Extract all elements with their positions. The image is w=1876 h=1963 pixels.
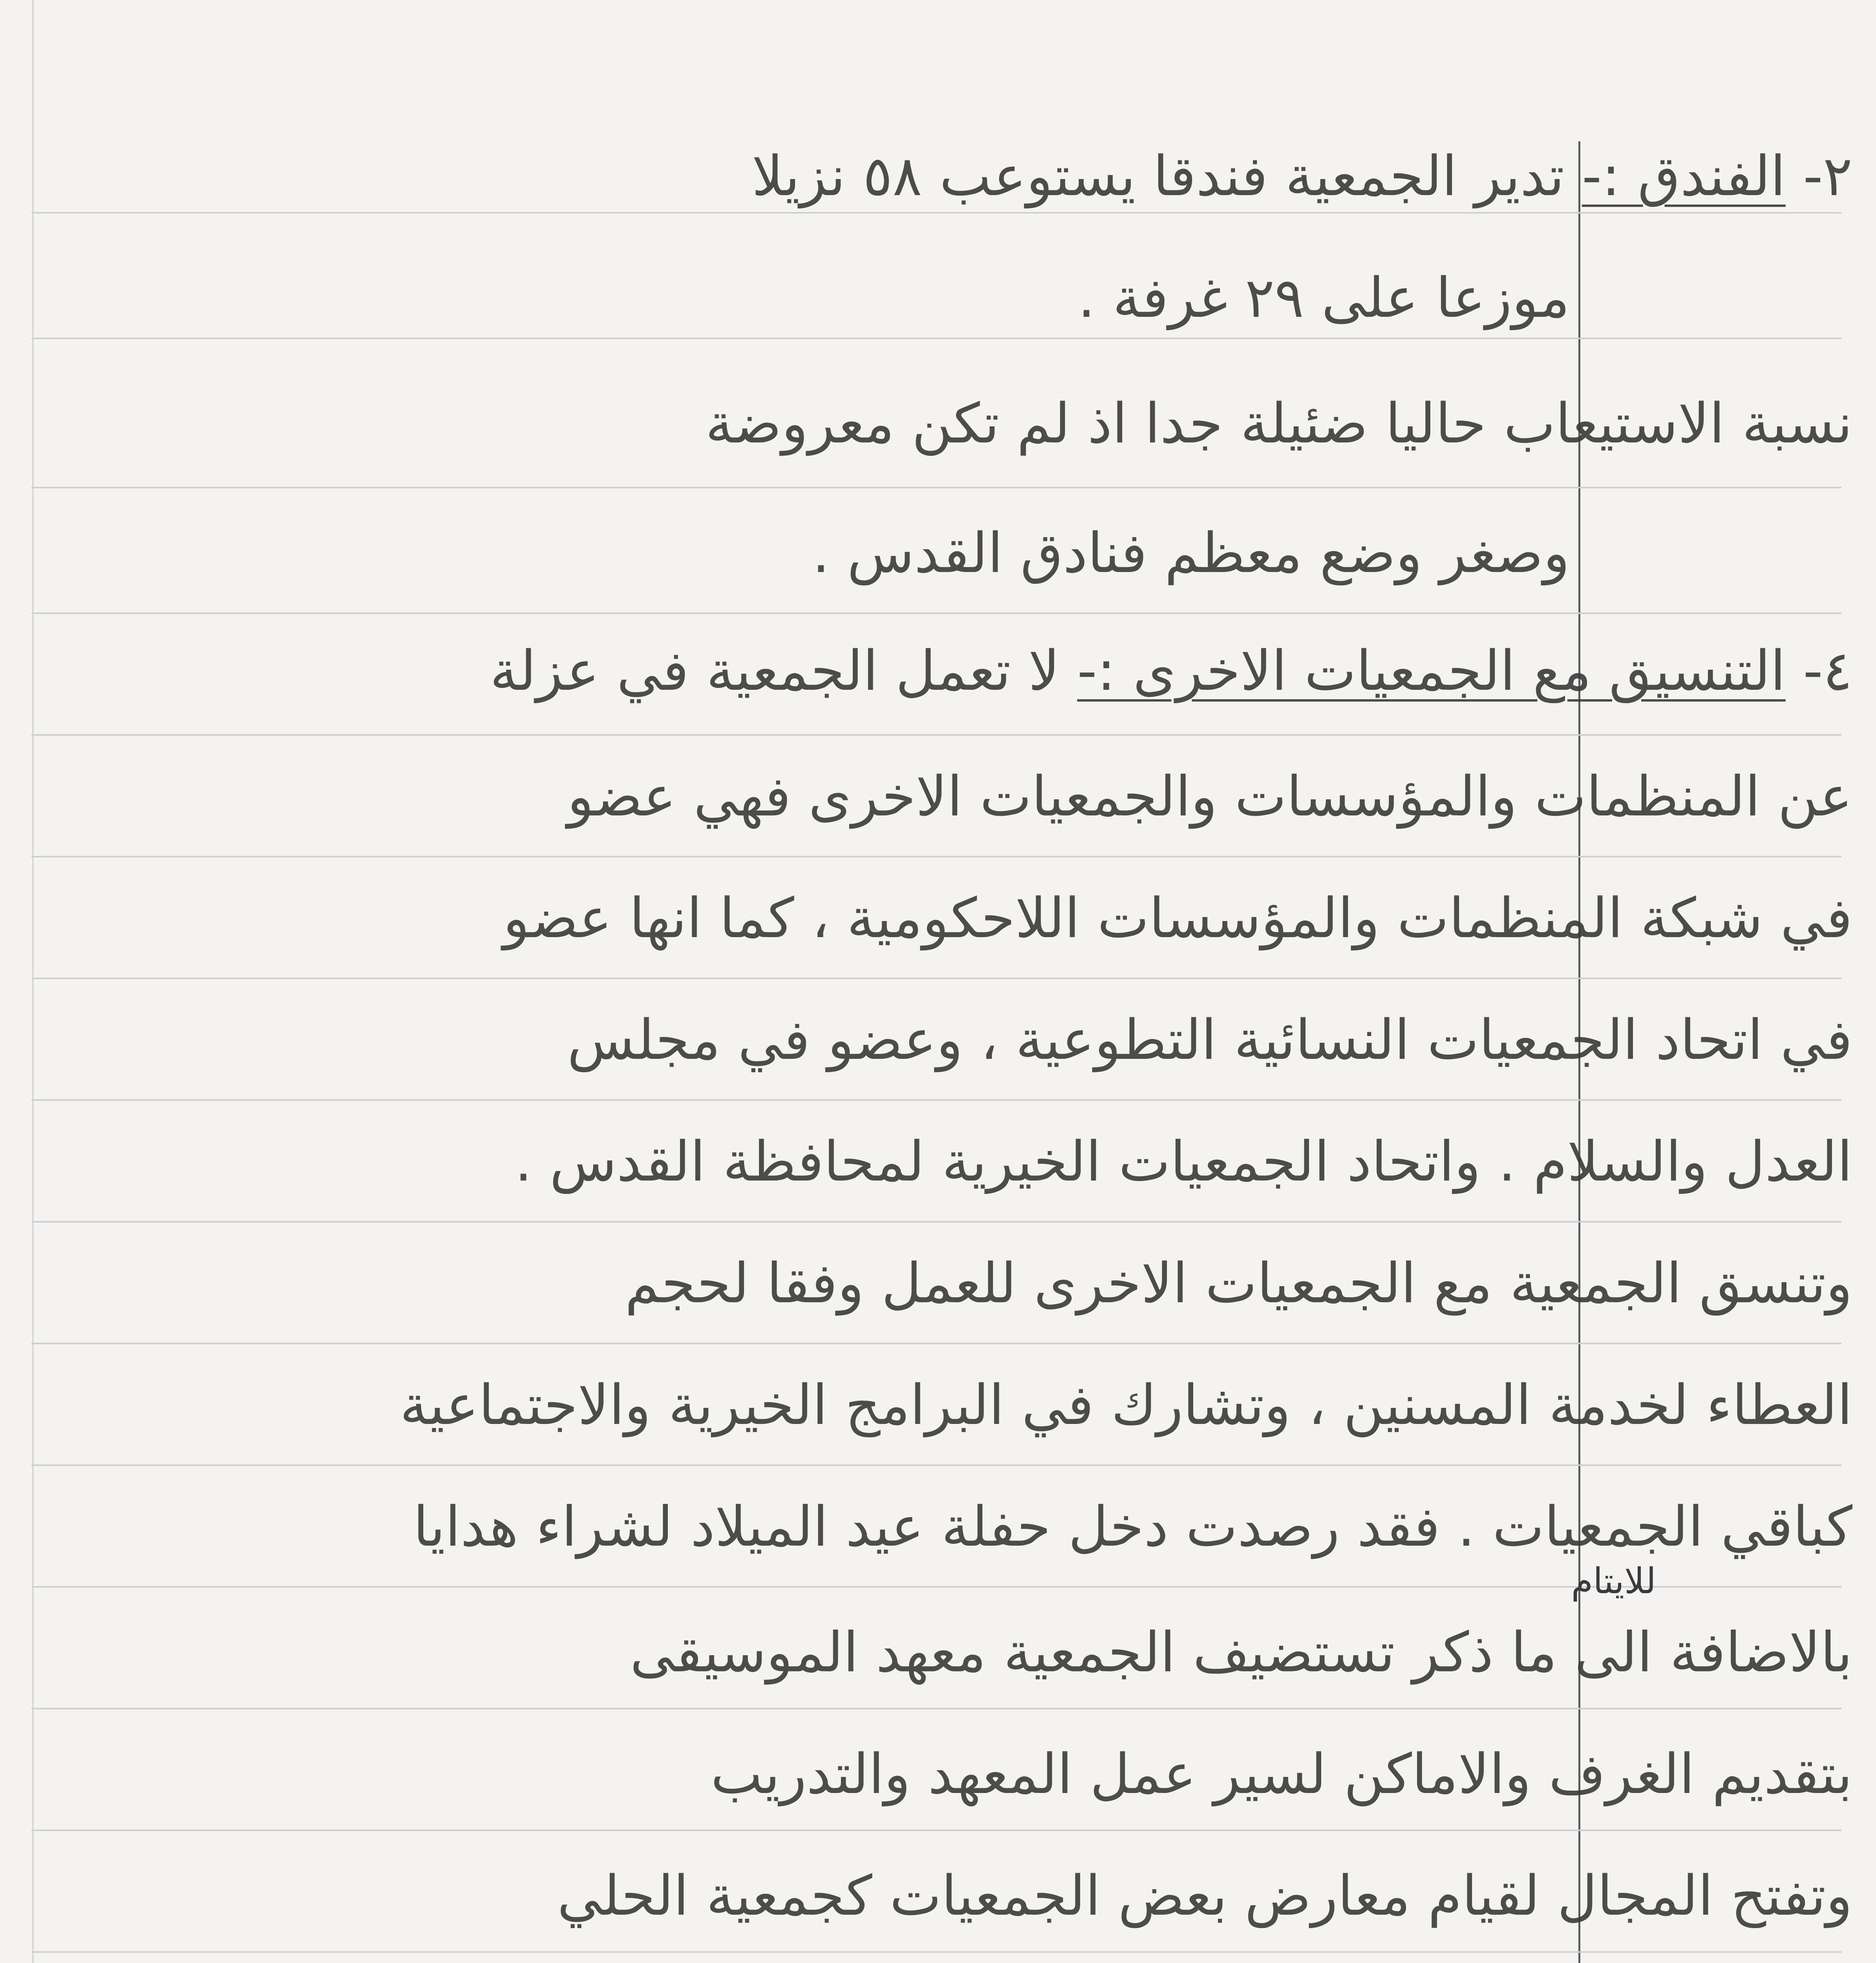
text-line: في اتحاد الجمعيات النسائية التطوعية ، وعضو في مجلس [567,1008,1852,1072]
text-line [751,144,1852,208]
line-text: لا تعمل الجمعية في عزلة [490,639,1077,703]
list-number: ٢- [1785,144,1852,208]
text-line: وتنسق الجمعية مع الجمعيات الاخرى للعمل وفقا لحجم [625,1252,1852,1316]
rule-line [31,1099,1841,1101]
section-heading: التنسيق مع الجمعيات الاخرى :- [1077,639,1786,703]
text-line: في شبكة المنظمات والمؤسسات اللاحكومية ، كما انها عضو [503,886,1852,950]
inserted-note: للايتام [1571,1561,1656,1602]
rule-line [31,978,1841,979]
text-line: وصغر وضع معظم فنادق القدس . [812,521,1570,585]
rule-line [31,856,1841,857]
rule-line [31,1343,1841,1344]
rule-line [31,1830,1841,1831]
text-line: نسبة الاستيعاب حاليا ضئيلة جدا اذ لم تكن معروضة [705,392,1852,456]
left-margin-line [32,0,34,1963]
text-line: وتفتح المجال لقيام معارض بعض الجمعيات كجمعية الحلي [557,1864,1852,1928]
rule-line [31,1464,1841,1466]
rule-line [31,612,1841,614]
text-line: موزعا على ٢٩ غرفة . [1077,266,1570,330]
rule-line [31,338,1841,339]
rule-line [31,1586,1841,1588]
text-line: بتقديم الغرف والاماكن لسير عمل المعهد والتدريب [711,1742,1852,1806]
section-heading: الفندق :- [1582,144,1786,208]
line-text: تدير الجمعية فندقا يستوعب ٥٨ نزيلا [751,144,1582,208]
text-line: العدل والسلام . واتحاد الجمعيات الخيرية لمحافظة القدس . [514,1130,1852,1194]
text-line: بالاضافة الى ما ذكر تستضيف الجمعية معهد الموسيقى [630,1621,1852,1685]
list-number: ٤- [1785,639,1852,703]
rule-line [31,487,1841,488]
text-line [490,639,1852,703]
text-line: عن المنظمات والمؤسسات والجمعيات الاخرى فهي عضو [567,765,1852,829]
rule-line [31,212,1841,214]
rule-line [31,1221,1841,1223]
rule-line [31,734,1841,736]
text-line: العطاء لخدمة المسنين ، وتشارك في البرامج الخيرية والاجتماعية [400,1373,1852,1437]
rule-line [31,1708,1841,1709]
text-line: كباقي الجمعيات . فقد رصدت دخل حفلة عيد الميلاد لشراء هدايا [413,1495,1852,1559]
rule-line [31,1951,1841,1953]
